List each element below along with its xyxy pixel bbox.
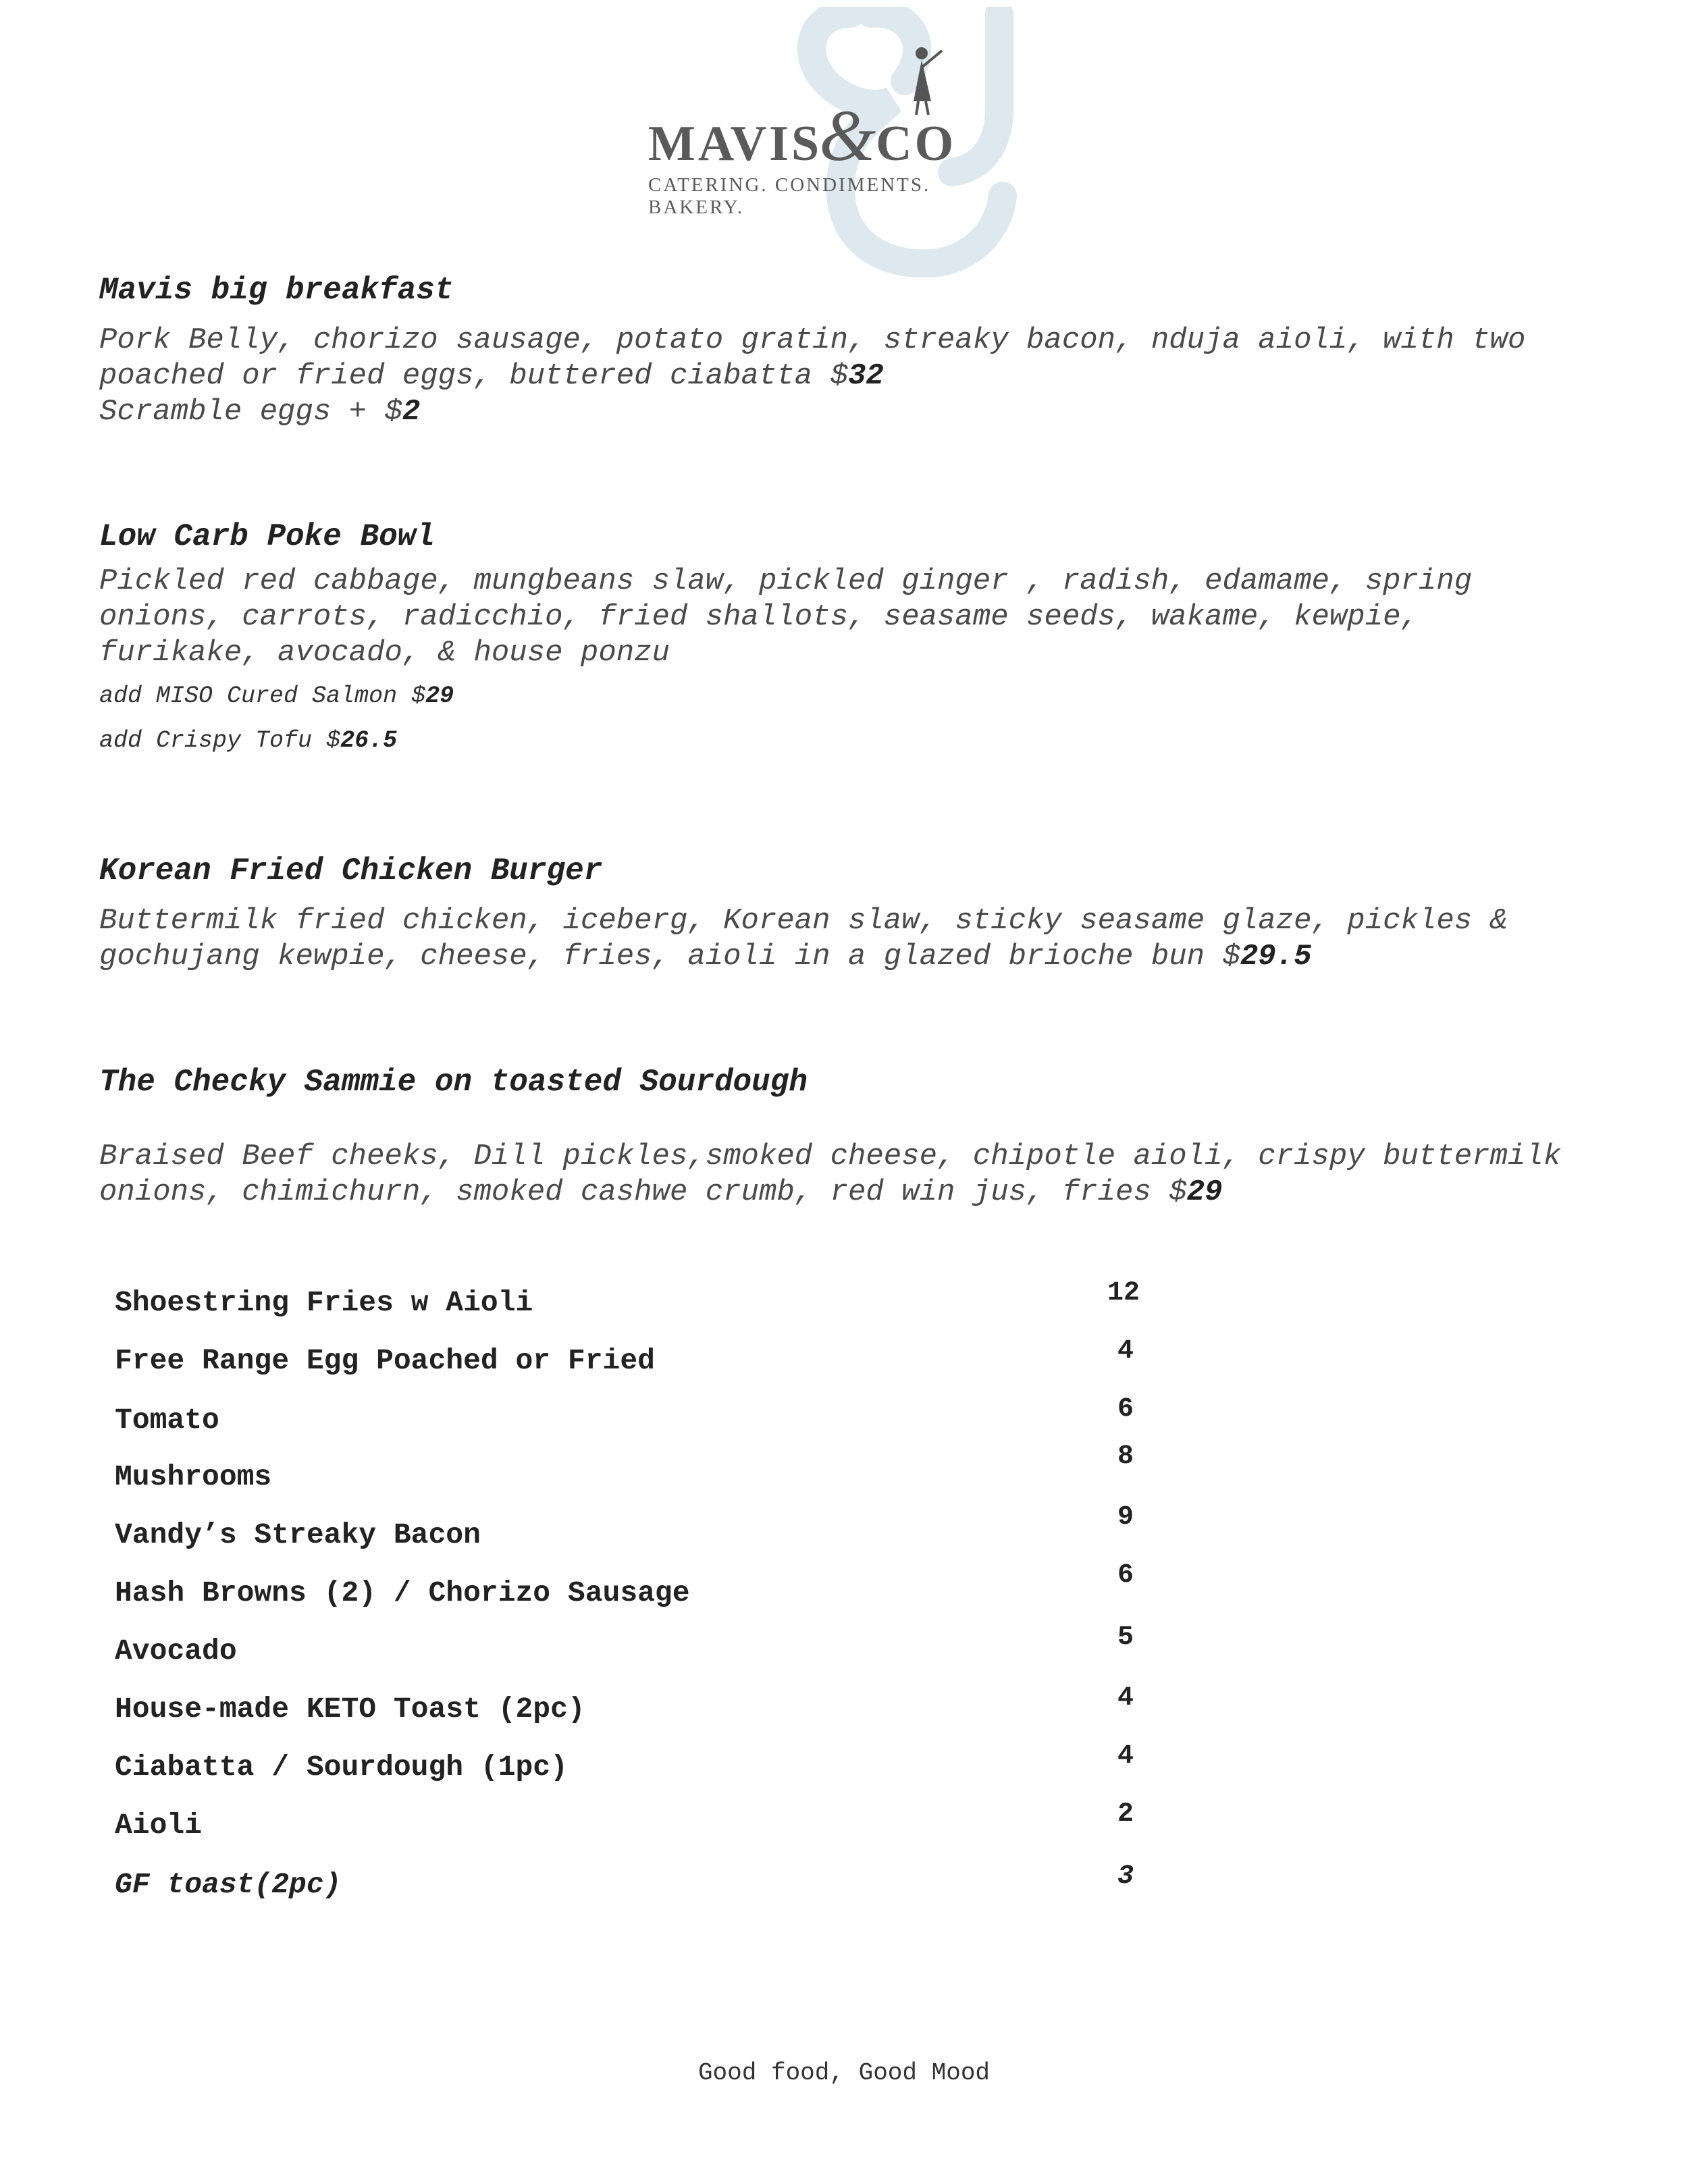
menu-item-description: Buttermilk fried chicken, iceberg, Korean slaw, sticky seasame glaze, pickles & gochujang kewpie, cheese, fries, aioli in a glazed brioche bun $29.5 <box>99 903 1508 974</box>
side-item <box>115 1683 1195 1751</box>
side-item <box>115 1622 1195 1693</box>
side-price: 6 <box>1117 1394 1134 1424</box>
menu-item <box>99 520 1571 763</box>
side-price: 4 <box>1117 1741 1134 1772</box>
side-item <box>115 1560 1195 1634</box>
menu-item-title: Korean Fried Chicken Burger <box>99 853 603 888</box>
side-price: 6 <box>1117 1560 1134 1591</box>
menu-item-title: The Checky Sammie on toasted Sourdough <box>99 1065 808 1100</box>
side-item <box>115 1799 1195 1868</box>
side-item <box>115 1394 1195 1460</box>
side-item <box>115 1336 1195 1404</box>
side-name: Free Range Egg Poached or Fried <box>115 1344 655 1377</box>
side-price: 5 <box>1117 1622 1134 1653</box>
side-price: 4 <box>1117 1336 1134 1366</box>
menu-item-extra-price: 2 <box>402 394 421 429</box>
side-price: 2 <box>1117 1799 1134 1830</box>
side-price: 8 <box>1117 1441 1134 1472</box>
side-name: Shoestring Fries w Aioli <box>115 1286 533 1319</box>
logo <box>648 7 1067 277</box>
woman-silhouette-icon <box>901 44 949 118</box>
brand-name: MAVIS&CO <box>648 96 957 176</box>
side-price: 3 <box>1117 1861 1134 1892</box>
menu-item <box>99 273 1571 430</box>
side-name: GF toast(2pc) <box>115 1868 342 1901</box>
menu-item-title: Mavis big breakfast <box>99 273 454 308</box>
side-name: Tomato <box>115 1404 219 1437</box>
tagline: CATERING. CONDIMENTS. BAKERY. <box>648 174 931 218</box>
side-item <box>115 1741 1195 1809</box>
side-price: 12 <box>1107 1278 1140 1308</box>
menu-item-addon: add MISO Cured Salmon $29 <box>99 682 454 710</box>
side-name: House-made KETO Toast (2pc) <box>115 1693 585 1726</box>
menu-item-price: 32 <box>847 358 884 393</box>
menu-item <box>99 1065 1571 1210</box>
menu-item-title: Low Carb Poke Bowl <box>99 519 435 554</box>
side-name: Hash Browns (2) / Chorizo Sausage <box>115 1576 690 1609</box>
side-price: 9 <box>1117 1502 1134 1533</box>
side-name: Mushrooms <box>115 1460 272 1493</box>
menu-item-addon: add Crispy Tofu $26.5 <box>99 726 398 754</box>
footer-slogan: Good food, Good Mood <box>697 2059 991 2087</box>
side-name: Ciabatta / Sourdough (1pc) <box>115 1751 568 1784</box>
side-item <box>115 1502 1195 1576</box>
side-name: Avocado <box>115 1634 237 1668</box>
side-name: Aioli <box>115 1809 203 1842</box>
side-price: 4 <box>1117 1683 1134 1713</box>
side-item <box>115 1441 1195 1518</box>
side-name: Vandy’s Streaky Bacon <box>115 1518 481 1551</box>
menu-item-price: 29 <box>1186 1175 1223 1209</box>
menu-item-description: Braised Beef cheeks, Dill pickles,smoked cheese, chipotle aioli, crispy buttermilk onions, chimichurn, smoked cashwe crumb, red win jus, fries $29 <box>99 1139 1562 1209</box>
sides-list <box>115 1278 1195 1926</box>
menu-item <box>99 854 1571 975</box>
menu-item-price: 29.5 <box>1240 939 1312 974</box>
menu-item-description: Pickled red cabbage, mungbeans slaw, pickled ginger , radish, edamame, spring onions, carrots, radicchio, fried shallots, seasame seeds, wakame, kewpie, furikake, avocado, & house ponzu <box>99 564 1473 670</box>
side-item <box>115 1861 1195 1926</box>
menu-item-description: Pork Belly, chorizo sausage, potato gratin, streaky bacon, nduja aioli, with two poached or fried eggs, buttered ciabatta $32 Scramble eggs + $2 <box>99 323 1526 429</box>
side-item <box>115 1278 1195 1344</box>
